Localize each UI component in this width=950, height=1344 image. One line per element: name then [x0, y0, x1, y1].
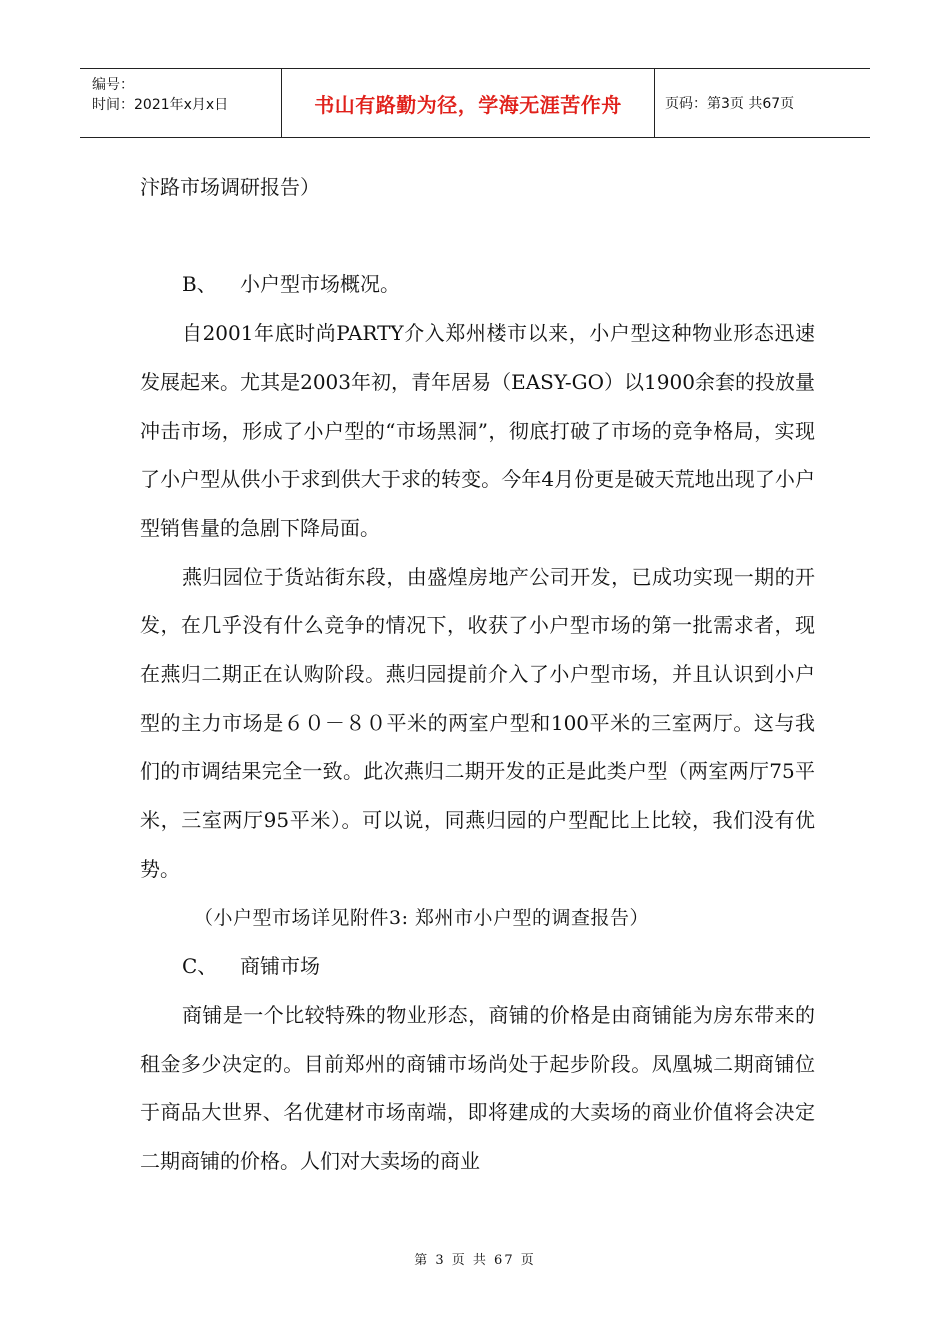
- section-b-paragraph-1: 自2001年底时尚PARTY介入郑州楼市以来，小户型这种物业形态迅速发展起来。尤其是2003年初，青年居易（EASY-GO）以1900余套的投放量冲击市场，形成了小户型的“市场黑洞”，彻底打破了市场的竞争格局，实现了小户型从供小于求到供大于求的转变。今年4月份更是破天荒地出现了小户型销售量的急剧下降局面。: [140, 321, 815, 540]
- section-c-heading: [140, 942, 815, 991]
- header-page-info: 页码：第3页 共67页: [665, 96, 795, 112]
- section-b-paragraph-2: 燕归园位于货站街东段，由盛煌房地产公司开发，已成功实现一期的开发，在几乎没有什么竞争的情况下，收获了小户型市场的第一批需求者，现在燕归二期正在认购阶段。燕归园提前介入了小户型市场，并且认识到小户型的主力市场是６０－８０平米的两室户型和100平米的三室两厅。这与我们的市调结果完全一致。此次燕归二期开发的正是此类户型（两室两厅75平米，三室两厅95平米）。可以说，同燕归园的户型配比上比较，我们没有优势。: [140, 564, 815, 881]
- section-c-paragraph-1: 商铺是一个比较特殊的物业形态，商铺的价格是由商铺能为房东带来的租金多少决定的。目前郑州的商铺市场尚处于起步阶段。凤凰城二期商铺位于商品大世界、名优建材市场南端，即将建成的大卖场的商业价值将会决定二期商铺的价格。人们对大卖场的商业: [140, 1002, 815, 1174]
- section-b-note: （小户型市场详见附件3: 郑州市小户型的调查报告）: [194, 906, 650, 929]
- page-header: [80, 68, 870, 138]
- blank-line: [140, 212, 815, 261]
- section-c-label: C、: [182, 954, 218, 979]
- document-body: [140, 163, 815, 1186]
- code-label: 编号：: [92, 77, 134, 93]
- section-c-title: 商铺市场: [240, 954, 320, 979]
- date-line: 时间：2021年x月x日: [92, 97, 229, 113]
- section-b-heading: [140, 260, 815, 309]
- section-b-label: B、: [182, 272, 217, 297]
- header-meta: [80, 69, 282, 137]
- continuation-line: 汴路市场调研报告）: [140, 175, 320, 199]
- page-footer: 第 3 页 共 67 页: [414, 1253, 536, 1268]
- header-motto: 书山有路勤为径，学海无涯苦作舟: [282, 69, 655, 137]
- section-b-title: 小户型市场概况。: [240, 272, 400, 297]
